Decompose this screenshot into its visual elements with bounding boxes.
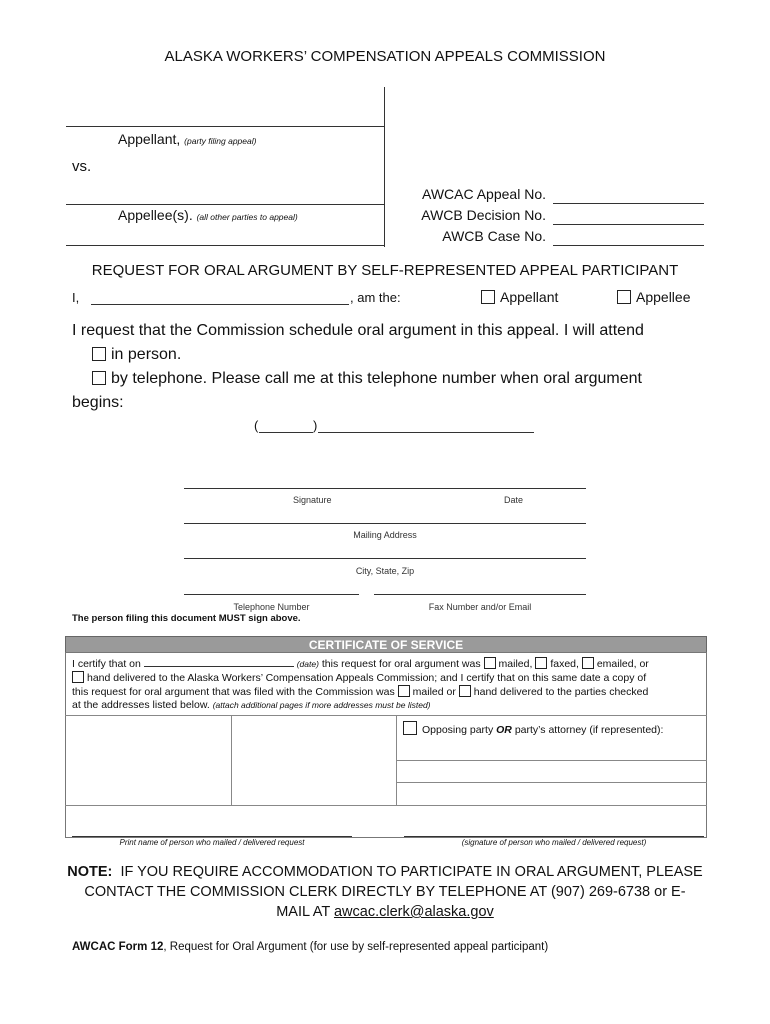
awcac-appeal-no-label: AWCAC Appeal No. (422, 186, 546, 202)
awcb-decision-no-field[interactable] (553, 224, 704, 225)
certificate-line1: I certify that on (date) this request for oral argument was mailed, faxed, emailed, or (72, 658, 649, 670)
served-hand-delivered-checkbox[interactable] (72, 671, 84, 683)
signature-label: Signature (293, 495, 332, 505)
note-line1: NOTE: IF YOU REQUIRE ACCOMMODATION TO PARTICIPATE IN ORAL ARGUMENT, PLEASE (67, 864, 703, 880)
phone-number-field[interactable] (318, 432, 534, 433)
appellee-option[interactable]: Appellee (617, 289, 691, 305)
address-grid-row-2 (396, 782, 707, 783)
in-person-option[interactable]: in person. (92, 346, 181, 364)
copy-mailed-checkbox[interactable] (398, 685, 410, 697)
address-grid-divider-1 (231, 715, 232, 805)
telephone-line[interactable] (184, 594, 359, 595)
name-field[interactable] (91, 304, 349, 305)
caption-bottom-line (66, 245, 385, 246)
opposing-party-option[interactable]: Opposing party OR party’s attorney (if represented): (403, 721, 663, 736)
mailing-address-label: Mailing Address (353, 530, 417, 540)
city-state-zip-line[interactable] (184, 558, 586, 559)
page-title: ALASKA WORKERS’ COMPENSATION APPEALS COMMISSION (164, 48, 606, 65)
served-emailed-checkbox[interactable] (582, 657, 594, 669)
service-date-field[interactable] (144, 657, 294, 667)
phone-open-paren: ( (254, 418, 259, 433)
appellant-option[interactable]: Appellant (481, 289, 558, 305)
certificate-header: CERTIFICATE OF SERVICE (65, 636, 707, 653)
address-grid-top (65, 715, 707, 716)
form-id: AWCAC Form 12 (72, 941, 164, 953)
fax-email-label: Fax Number and/or Email (428, 602, 532, 612)
appellant-note: (party filing appeal) (184, 136, 257, 146)
awcb-decision-no-label: AWCB Decision No. (421, 207, 546, 223)
appellant-line[interactable] (66, 126, 385, 127)
appellee-checkbox[interactable] (617, 290, 631, 304)
telephone-checkbox[interactable] (92, 371, 106, 385)
mailer-signature-line[interactable] (404, 836, 704, 837)
request-title: REQUEST FOR ORAL ARGUMENT BY SELF-REPRESENTED APPEAL PARTICIPANT (91, 262, 679, 279)
address-grid-bottom (65, 805, 707, 806)
appellant-label: Appellant, (party filing appeal) (118, 131, 257, 147)
note-line3: MAIL AT awcac.clerk@alaska.gov (276, 904, 494, 920)
copy-hand-delivered-checkbox[interactable] (459, 685, 471, 697)
certificate-line3: this request for oral argument that was filed with the Commission was mailed or hand delivered to the parties checked (72, 686, 649, 698)
request-statement: I request that the Commission schedule oral argument in this appeal. I will attend (72, 322, 644, 339)
form-footer: AWCAC Form 12, Request for Oral Argument (for use by self-represented appeal participant) (72, 941, 549, 953)
awcb-case-no-field[interactable] (553, 245, 704, 246)
print-name-label: Print name of person who mailed / delivered request (119, 838, 305, 847)
in-person-checkbox[interactable] (92, 347, 106, 361)
mailer-signature-label: (signature of person who mailed / delivered request) (461, 838, 647, 847)
am-the-label: , am the: (350, 290, 401, 305)
served-mailed-checkbox[interactable] (484, 657, 496, 669)
appellee-label: Appellee(s). (all other parties to appeal) (118, 207, 298, 223)
note-line2: CONTACT THE COMMISSION CLERK DIRECTLY BY TELEPHONE AT (907) 269-6738 or E- (84, 884, 686, 900)
opposing-party-checkbox[interactable] (403, 721, 417, 735)
appellant-checkbox[interactable] (481, 290, 495, 304)
appellee-note: (all other parties to appeal) (196, 212, 298, 222)
certificate-line4: at the addresses listed below. (attach additional pages if more addresses must be listed) (72, 699, 431, 711)
served-faxed-checkbox[interactable] (535, 657, 547, 669)
address-cell-1[interactable] (67, 717, 230, 804)
telephone-label: Telephone Number (233, 602, 310, 612)
certificate-line2: hand delivered to the Alaska Workers’ Compensation Appeals Commission; and I certify that on this same date a copy of (72, 671, 646, 684)
print-name-line[interactable] (72, 836, 352, 837)
begins-label: begins: (72, 394, 124, 411)
i-prefix: I, (72, 290, 80, 305)
telephone-option[interactable]: by telephone. Please call me at this telephone number when oral argument (92, 370, 642, 388)
mailing-address-line[interactable] (184, 523, 586, 524)
city-state-zip-label: City, State, Zip (355, 566, 415, 576)
caption-divider (384, 87, 385, 247)
address-cell-2[interactable] (233, 717, 395, 804)
appellee-line[interactable] (66, 204, 385, 205)
awcac-appeal-no-field[interactable] (553, 203, 704, 204)
vs-label: vs. (72, 158, 92, 175)
area-code-field[interactable] (259, 432, 313, 433)
awcb-case-no-label: AWCB Case No. (442, 228, 546, 244)
signature-line[interactable] (184, 488, 586, 489)
phone-close-paren: ) (313, 418, 318, 433)
clerk-email-link[interactable]: awcac.clerk@alaska.gov (333, 904, 494, 920)
date-label: Date (504, 495, 524, 505)
fax-email-line[interactable] (374, 594, 586, 595)
must-sign-notice: The person filing this document MUST sign above. (72, 613, 301, 624)
address-grid-row-1 (396, 760, 707, 761)
